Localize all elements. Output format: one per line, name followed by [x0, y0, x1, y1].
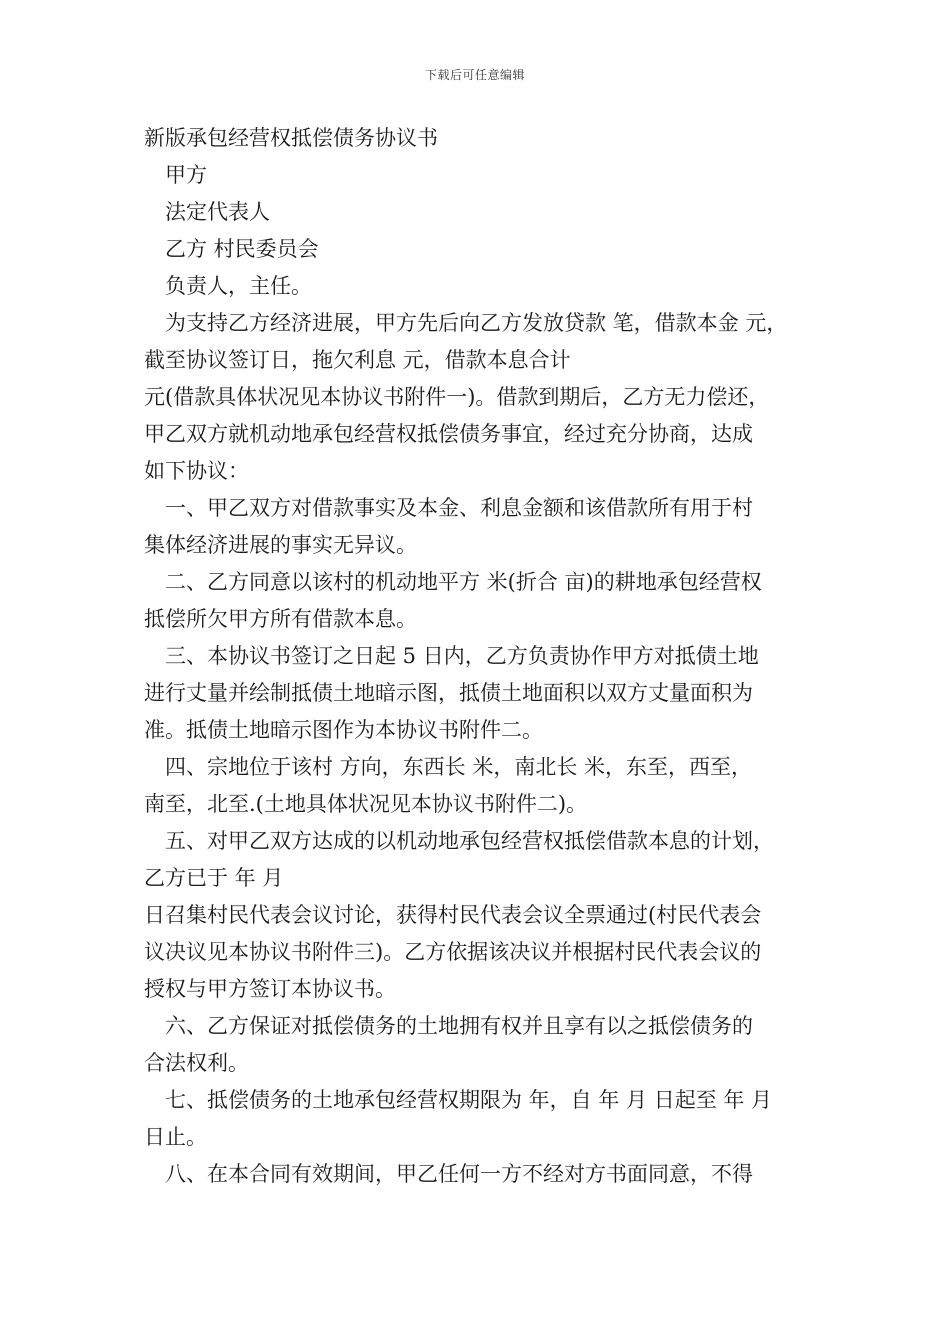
legal-representative-line: 法定代表人 [165, 200, 270, 224]
clause-5-line: 乙方已于 年 月 [144, 866, 284, 890]
clause-4-line: 南至，北至.(土地具体状况见本协议书附件二)。 [144, 792, 588, 816]
clause-1-line: 一、甲乙双方对借款事实及本金、利息金额和该借款所有用于村 [165, 496, 753, 520]
clause-1-line: 集体经济进展的事实无异议。 [144, 533, 417, 557]
clause-2-line: 二、乙方同意以该村的机动地平方 米(折合 亩)的耕地承包经营权 [165, 570, 762, 594]
clause-3-line: 三、本协议书签订之日起 5 日内，乙方负责协作甲方对抵债土地 [165, 644, 759, 668]
responsible-person-line: 负责人，主任。 [165, 274, 312, 298]
clause-8-line: 八、在本合同有效期间，甲乙任何一方不经对方书面同意，不得 [165, 1162, 753, 1186]
clause-5-line: 授权与甲方签订本协议书。 [144, 977, 396, 1001]
paragraph-line: 为支持乙方经济进展，甲方先后向乙方发放贷款 笔，借款本金 元， [165, 311, 788, 335]
clause-2-line: 抵偿所欠甲方所有借款本息。 [144, 607, 417, 631]
clause-7-line: 日止。 [144, 1125, 207, 1149]
party-a-line: 甲方 [165, 163, 207, 187]
document-title: 新版承包经营权抵偿债务协议书 [144, 126, 438, 150]
paragraph-line: 如下协议： [144, 459, 249, 483]
clause-6-line: 六、乙方保证对抵偿债务的土地拥有权并且享有以之抵偿债务的 [165, 1014, 753, 1038]
paragraph-line: 甲乙双方就机动地承包经营权抵偿债务事宜，经过充分协商，达成 [144, 422, 753, 446]
clause-5-line: 日召集村民代表会议讨论，获得村民代表会议全票通过(村民代表会 [144, 903, 762, 927]
clause-6-line: 合法权利。 [144, 1051, 249, 1075]
page-header-note: 下载后可任意编辑 [424, 68, 525, 82]
paragraph-line: 元(借款具体状况见本协议书附件一)。借款到期后，乙方无力偿还， [144, 385, 770, 409]
document-body [144, 120, 814, 1193]
clause-4-line: 四、宗地位于该村 方向，东西长 米，南北长 米，东至，西至， [165, 755, 753, 779]
party-b-line: 乙方 村民委员会 [165, 237, 319, 261]
paragraph-line: 截至协议签订日，拖欠利息 元，借款本息合计 [144, 348, 571, 372]
clause-3-line: 进行丈量并绘制抵债土地暗示图，抵债土地面积以双方丈量面积为 [144, 681, 753, 705]
clause-7-line: 七、抵偿债务的土地承包经营权期限为 年，自 年 月 日起至 年 月 [165, 1088, 773, 1112]
clause-5-line: 议决议见本协议书附件三)。乙方依据该决议并根据村民代表会议的 [144, 940, 762, 964]
clause-3-line: 准。抵债土地暗示图作为本协议书附件二。 [144, 718, 543, 742]
clause-5-line: 五、对甲乙双方达成的以机动地承包经营权抵偿借款本息的计划， [165, 829, 774, 853]
